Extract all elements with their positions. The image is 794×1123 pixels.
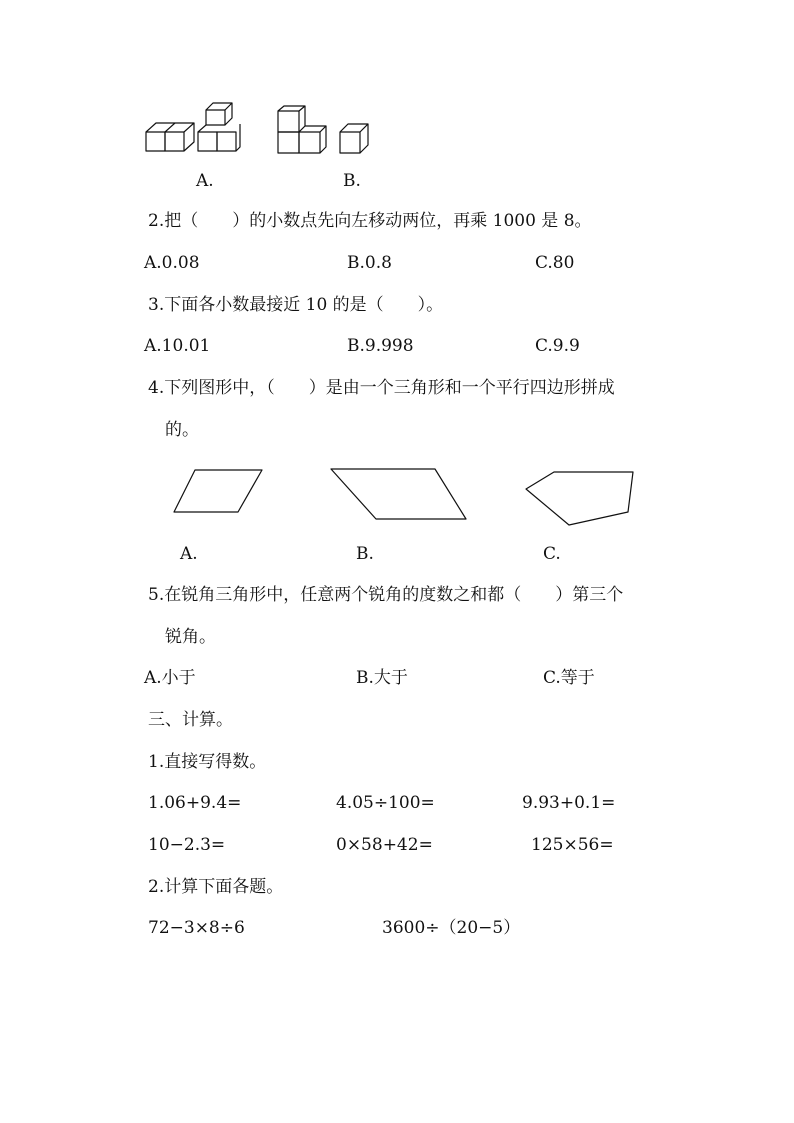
calc-item-1: 1.06+9.4= [148, 793, 242, 813]
q5-stem-line1: 5.在锐角三角形中，任意两个锐角的度数之和都（ ）第三个 [148, 585, 624, 605]
cube-figure-a [140, 98, 240, 156]
shape-b-parallelogram [328, 466, 470, 524]
q2-option-b: B.0.8 [347, 253, 392, 273]
calc-item-3: 9.93+0.1= [522, 793, 616, 813]
q4-label-b: B. [356, 544, 374, 564]
cube-figure-b [276, 104, 378, 156]
q2-stem: 2.把（ ）的小数点先向左移动两位，再乘 1000 是 8。 [148, 211, 592, 231]
q2-option-a: A.0.08 [144, 253, 200, 273]
q5-option-c: C.等于 [543, 668, 595, 688]
q3-option-c: C.9.9 [535, 336, 580, 356]
q4-stem-line1: 4.下列图形中，（ ）是由一个三角形和一个平行四边形拼成 [148, 378, 615, 398]
q3-option-b: B.9.998 [347, 336, 414, 356]
calc-item-2: 4.05÷100= [336, 793, 435, 813]
calc-item-4: 10−2.3= [148, 835, 226, 855]
q5-option-b: B.大于 [356, 668, 408, 688]
section3-heading: 三、计算。 [148, 710, 233, 730]
section3-part1-title: 1.直接写得数。 [148, 752, 267, 772]
q2-option-c: C.80 [535, 253, 575, 273]
q4-label-c: C. [543, 544, 561, 564]
calc-expression-2: 3600÷（20−5） [382, 918, 521, 938]
q5-stem-line2: 锐角。 [165, 627, 216, 647]
q1-option-a-label: A. [196, 171, 214, 191]
q4-label-a: A. [180, 544, 198, 564]
section3-part2-title: 2.计算下面各题。 [148, 877, 284, 897]
shape-c-pentagon [522, 468, 638, 528]
q4-stem-line2: 的。 [165, 420, 199, 440]
q5-option-a: A.小于 [144, 668, 196, 688]
q3-option-a: A.10.01 [144, 336, 211, 356]
calc-expression-1: 72−3×8÷6 [148, 918, 245, 938]
shape-a-parallelogram [170, 466, 266, 516]
q3-stem: 3.下面各小数最接近 10 的是（ ）。 [148, 295, 444, 315]
calc-item-6: 125×56= [531, 835, 614, 855]
calc-item-5: 0×58+42= [336, 835, 433, 855]
q1-option-b-label: B. [343, 171, 361, 191]
